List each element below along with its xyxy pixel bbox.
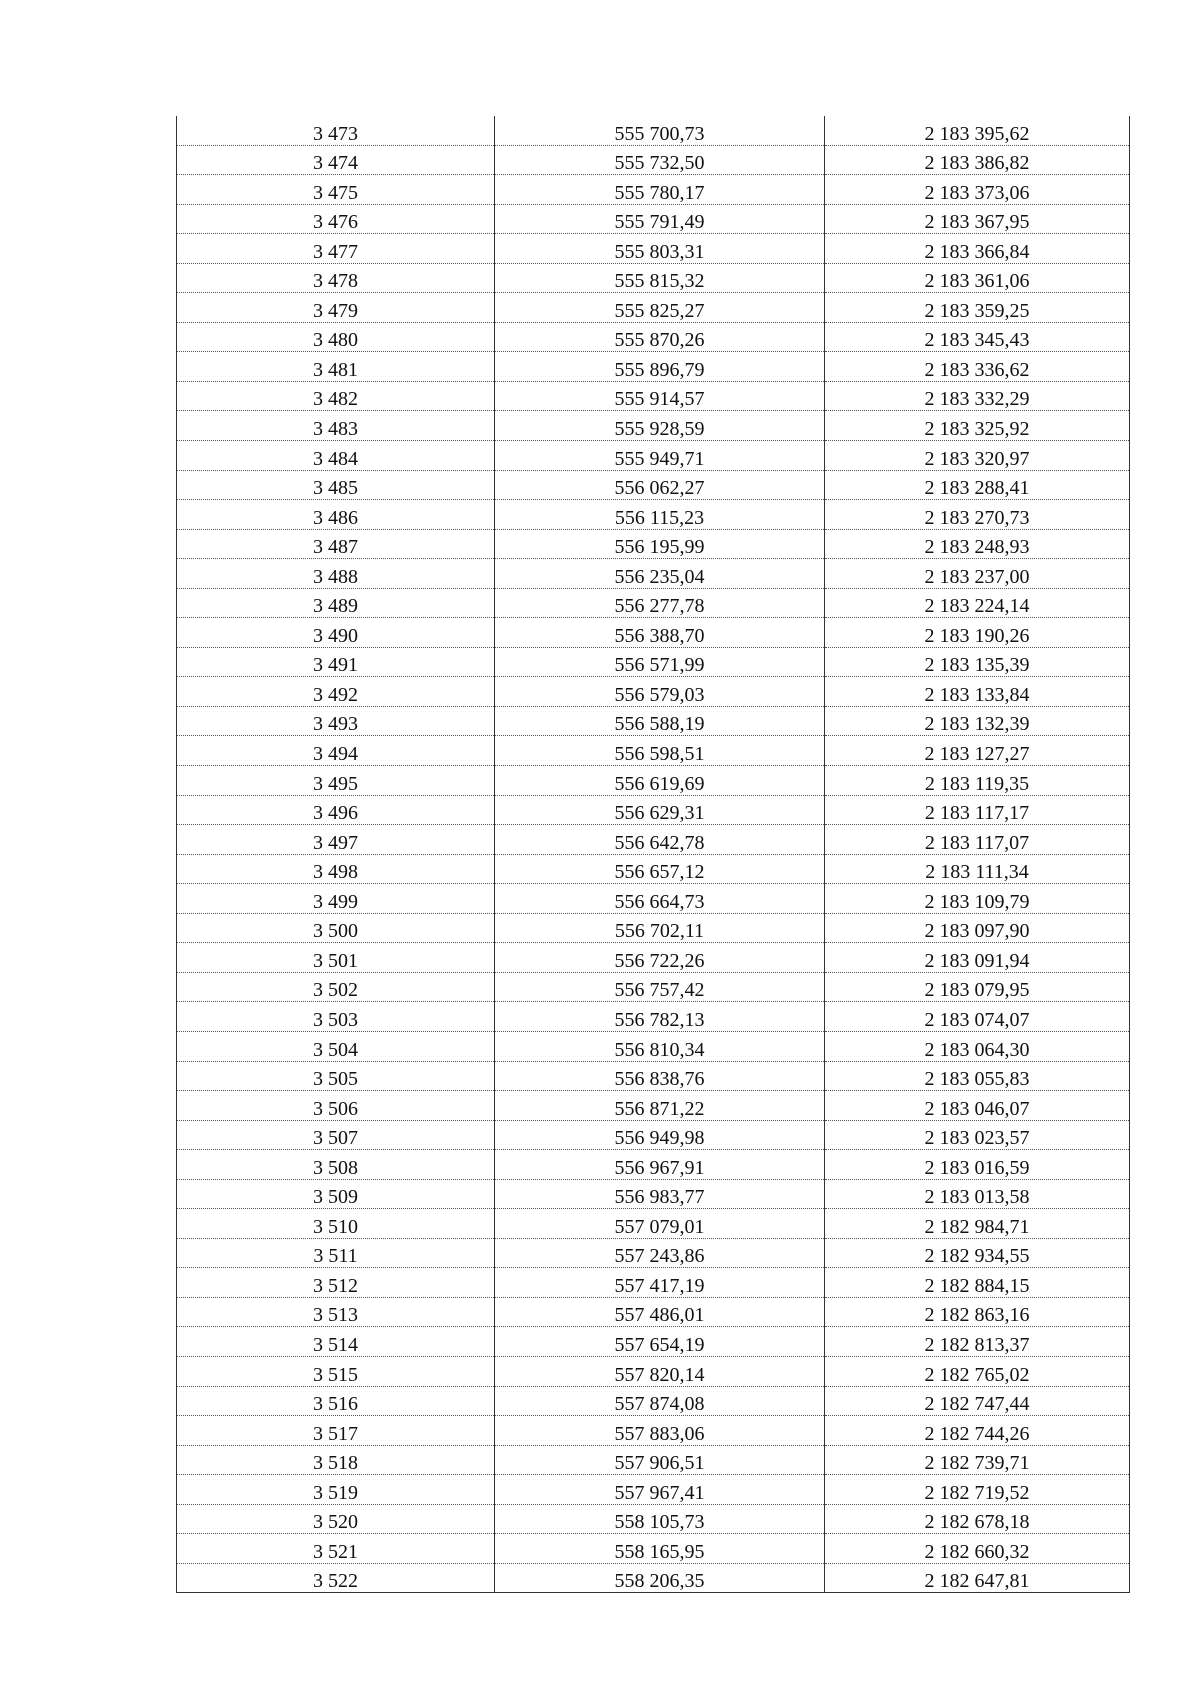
- y-coordinate-cell: 2 183 288,41: [825, 470, 1130, 500]
- table-row: [177, 352, 1130, 382]
- y-coordinate-cell: 2 183 224,14: [825, 588, 1130, 618]
- y-coordinate-cell: 2 183 079,95: [825, 972, 1130, 1002]
- point-number-cell: 3 492: [177, 677, 495, 707]
- point-number-cell: 3 518: [177, 1445, 495, 1475]
- y-coordinate-cell: 2 183 127,27: [825, 736, 1130, 766]
- y-coordinate-cell: 2 183 055,83: [825, 1061, 1130, 1091]
- point-number-cell: 3 483: [177, 411, 495, 441]
- x-coordinate-cell: 557 654,19: [495, 1327, 825, 1357]
- x-coordinate-cell: 556 702,11: [495, 913, 825, 943]
- x-coordinate-cell: 556 782,13: [495, 1002, 825, 1032]
- table-row: [177, 470, 1130, 500]
- table-row: [177, 175, 1130, 205]
- table-row: [177, 677, 1130, 707]
- table-row: [177, 1445, 1130, 1475]
- y-coordinate-cell: 2 183 366,84: [825, 234, 1130, 264]
- coordinates-table: [176, 116, 1130, 1593]
- point-number-cell: 3 481: [177, 352, 495, 382]
- table-row: [177, 1416, 1130, 1446]
- y-coordinate-cell: 2 183 336,62: [825, 352, 1130, 382]
- y-coordinate-cell: 2 182 739,71: [825, 1445, 1130, 1475]
- table-row: [177, 500, 1130, 530]
- y-coordinate-cell: 2 183 190,26: [825, 618, 1130, 648]
- y-coordinate-cell: 2 183 133,84: [825, 677, 1130, 707]
- point-number-cell: 3 508: [177, 1150, 495, 1180]
- point-number-cell: 3 486: [177, 500, 495, 530]
- x-coordinate-cell: 556 983,77: [495, 1179, 825, 1209]
- y-coordinate-cell: 2 183 386,82: [825, 145, 1130, 175]
- point-number-cell: 3 519: [177, 1475, 495, 1505]
- point-number-cell: 3 520: [177, 1504, 495, 1534]
- point-number-cell: 3 488: [177, 559, 495, 589]
- table-row: [177, 913, 1130, 943]
- point-number-cell: 3 498: [177, 854, 495, 884]
- table-row: [177, 1120, 1130, 1150]
- point-number-cell: 3 521: [177, 1534, 495, 1564]
- x-coordinate-cell: 556 810,34: [495, 1031, 825, 1061]
- point-number-cell: 3 515: [177, 1356, 495, 1386]
- point-number-cell: 3 489: [177, 588, 495, 618]
- x-coordinate-cell: 556 277,78: [495, 588, 825, 618]
- point-number-cell: 3 514: [177, 1327, 495, 1357]
- table-row: [177, 1297, 1130, 1327]
- point-number-cell: 3 484: [177, 441, 495, 471]
- y-coordinate-cell: 2 183 117,07: [825, 825, 1130, 855]
- y-coordinate-cell: 2 183 359,25: [825, 293, 1130, 323]
- x-coordinate-cell: 555 803,31: [495, 234, 825, 264]
- y-coordinate-cell: 2 182 984,71: [825, 1209, 1130, 1239]
- table-row: [177, 854, 1130, 884]
- table-row: [177, 204, 1130, 234]
- x-coordinate-cell: 556 571,99: [495, 647, 825, 677]
- x-coordinate-cell: 556 235,04: [495, 559, 825, 589]
- point-number-cell: 3 507: [177, 1120, 495, 1150]
- table-row: [177, 884, 1130, 914]
- x-coordinate-cell: 556 838,76: [495, 1061, 825, 1091]
- point-number-cell: 3 512: [177, 1268, 495, 1298]
- y-coordinate-cell: 2 183 097,90: [825, 913, 1130, 943]
- point-number-cell: 3 478: [177, 263, 495, 293]
- x-coordinate-cell: 556 629,31: [495, 795, 825, 825]
- x-coordinate-cell: 556 588,19: [495, 706, 825, 736]
- y-coordinate-cell: 2 183 325,92: [825, 411, 1130, 441]
- y-coordinate-cell: 2 182 884,15: [825, 1268, 1130, 1298]
- table-row: [177, 972, 1130, 1002]
- y-coordinate-cell: 2 183 367,95: [825, 204, 1130, 234]
- x-coordinate-cell: 555 815,32: [495, 263, 825, 293]
- point-number-cell: 3 496: [177, 795, 495, 825]
- point-number-cell: 3 513: [177, 1297, 495, 1327]
- x-coordinate-cell: 556 657,12: [495, 854, 825, 884]
- x-coordinate-cell: 556 722,26: [495, 943, 825, 973]
- x-coordinate-cell: 557 906,51: [495, 1445, 825, 1475]
- x-coordinate-cell: 556 871,22: [495, 1091, 825, 1121]
- table-row: [177, 1475, 1130, 1505]
- y-coordinate-cell: 2 183 064,30: [825, 1031, 1130, 1061]
- x-coordinate-cell: 555 700,73: [495, 116, 825, 145]
- y-coordinate-cell: 2 183 023,57: [825, 1120, 1130, 1150]
- table-row: [177, 411, 1130, 441]
- table-row: [177, 1504, 1130, 1534]
- point-number-cell: 3 474: [177, 145, 495, 175]
- y-coordinate-cell: 2 182 660,32: [825, 1534, 1130, 1564]
- x-coordinate-cell: 557 417,19: [495, 1268, 825, 1298]
- table-row: [177, 795, 1130, 825]
- table-row: [177, 1179, 1130, 1209]
- table-row: [177, 1150, 1130, 1180]
- x-coordinate-cell: 555 780,17: [495, 175, 825, 205]
- x-coordinate-cell: 557 243,86: [495, 1238, 825, 1268]
- x-coordinate-cell: 556 579,03: [495, 677, 825, 707]
- x-coordinate-cell: 557 874,08: [495, 1386, 825, 1416]
- table-row: [177, 706, 1130, 736]
- x-coordinate-cell: 555 870,26: [495, 322, 825, 352]
- table-row: [177, 588, 1130, 618]
- table-row: [177, 1534, 1130, 1564]
- point-number-cell: 3 476: [177, 204, 495, 234]
- x-coordinate-cell: 556 598,51: [495, 736, 825, 766]
- x-coordinate-cell: 556 757,42: [495, 972, 825, 1002]
- table-row: [177, 263, 1130, 293]
- x-coordinate-cell: 556 642,78: [495, 825, 825, 855]
- table-row: [177, 825, 1130, 855]
- table-row: [177, 1268, 1130, 1298]
- y-coordinate-cell: 2 183 091,94: [825, 943, 1130, 973]
- y-coordinate-cell: 2 183 109,79: [825, 884, 1130, 914]
- point-number-cell: 3 511: [177, 1238, 495, 1268]
- y-coordinate-cell: 2 183 074,07: [825, 1002, 1130, 1032]
- point-number-cell: 3 480: [177, 322, 495, 352]
- point-number-cell: 3 516: [177, 1386, 495, 1416]
- point-number-cell: 3 503: [177, 1002, 495, 1032]
- y-coordinate-cell: 2 183 270,73: [825, 500, 1130, 530]
- table-row: [177, 766, 1130, 796]
- point-number-cell: 3 490: [177, 618, 495, 648]
- table-row: [177, 234, 1130, 264]
- table-row: [177, 943, 1130, 973]
- x-coordinate-cell: 556 619,69: [495, 766, 825, 796]
- point-number-cell: 3 510: [177, 1209, 495, 1239]
- x-coordinate-cell: 555 825,27: [495, 293, 825, 323]
- coordinates-table-body: [177, 116, 1130, 1593]
- x-coordinate-cell: 557 967,41: [495, 1475, 825, 1505]
- y-coordinate-cell: 2 182 719,52: [825, 1475, 1130, 1505]
- table-row: [177, 1386, 1130, 1416]
- x-coordinate-cell: 557 079,01: [495, 1209, 825, 1239]
- x-coordinate-cell: 557 486,01: [495, 1297, 825, 1327]
- y-coordinate-cell: 2 182 647,81: [825, 1563, 1130, 1593]
- y-coordinate-cell: 2 183 332,29: [825, 381, 1130, 411]
- y-coordinate-cell: 2 182 744,26: [825, 1416, 1130, 1446]
- point-number-cell: 3 491: [177, 647, 495, 677]
- point-number-cell: 3 517: [177, 1416, 495, 1446]
- x-coordinate-cell: 557 820,14: [495, 1356, 825, 1386]
- point-number-cell: 3 485: [177, 470, 495, 500]
- table-row: [177, 1356, 1130, 1386]
- point-number-cell: 3 504: [177, 1031, 495, 1061]
- point-number-cell: 3 497: [177, 825, 495, 855]
- point-number-cell: 3 505: [177, 1061, 495, 1091]
- table-row: [177, 1061, 1130, 1091]
- point-number-cell: 3 522: [177, 1563, 495, 1593]
- y-coordinate-cell: 2 183 016,59: [825, 1150, 1130, 1180]
- table-row: [177, 736, 1130, 766]
- table-row: [177, 1209, 1130, 1239]
- point-number-cell: 3 477: [177, 234, 495, 264]
- point-number-cell: 3 487: [177, 529, 495, 559]
- x-coordinate-cell: 556 062,27: [495, 470, 825, 500]
- y-coordinate-cell: 2 183 013,58: [825, 1179, 1130, 1209]
- table-row: [177, 1091, 1130, 1121]
- point-number-cell: 3 495: [177, 766, 495, 796]
- y-coordinate-cell: 2 182 747,44: [825, 1386, 1130, 1416]
- x-coordinate-cell: 556 115,23: [495, 500, 825, 530]
- table-row: [177, 618, 1130, 648]
- point-number-cell: 3 509: [177, 1179, 495, 1209]
- y-coordinate-cell: 2 183 361,06: [825, 263, 1130, 293]
- table-row: [177, 1327, 1130, 1357]
- table-row: [177, 1563, 1130, 1593]
- x-coordinate-cell: 558 165,95: [495, 1534, 825, 1564]
- x-coordinate-cell: 556 664,73: [495, 884, 825, 914]
- y-coordinate-cell: 2 182 934,55: [825, 1238, 1130, 1268]
- x-coordinate-cell: 558 105,73: [495, 1504, 825, 1534]
- x-coordinate-cell: 555 914,57: [495, 381, 825, 411]
- table-row: [177, 116, 1130, 145]
- table-row: [177, 293, 1130, 323]
- point-number-cell: 3 479: [177, 293, 495, 323]
- table-row: [177, 1238, 1130, 1268]
- table-row: [177, 1031, 1130, 1061]
- x-coordinate-cell: 555 791,49: [495, 204, 825, 234]
- table-row: [177, 441, 1130, 471]
- point-number-cell: 3 502: [177, 972, 495, 1002]
- y-coordinate-cell: 2 183 111,34: [825, 854, 1130, 884]
- x-coordinate-cell: 556 967,91: [495, 1150, 825, 1180]
- point-number-cell: 3 482: [177, 381, 495, 411]
- y-coordinate-cell: 2 183 135,39: [825, 647, 1130, 677]
- y-coordinate-cell: 2 182 863,16: [825, 1297, 1130, 1327]
- y-coordinate-cell: 2 182 678,18: [825, 1504, 1130, 1534]
- y-coordinate-cell: 2 183 046,07: [825, 1091, 1130, 1121]
- table-row: [177, 647, 1130, 677]
- x-coordinate-cell: 555 949,71: [495, 441, 825, 471]
- y-coordinate-cell: 2 183 117,17: [825, 795, 1130, 825]
- y-coordinate-cell: 2 183 119,35: [825, 766, 1130, 796]
- point-number-cell: 3 493: [177, 706, 495, 736]
- x-coordinate-cell: 556 195,99: [495, 529, 825, 559]
- y-coordinate-cell: 2 182 765,02: [825, 1356, 1130, 1386]
- point-number-cell: 3 475: [177, 175, 495, 205]
- point-number-cell: 3 499: [177, 884, 495, 914]
- x-coordinate-cell: 557 883,06: [495, 1416, 825, 1446]
- x-coordinate-cell: 556 949,98: [495, 1120, 825, 1150]
- x-coordinate-cell: 555 732,50: [495, 145, 825, 175]
- table-row: [177, 1002, 1130, 1032]
- x-coordinate-cell: 555 928,59: [495, 411, 825, 441]
- table-row: [177, 145, 1130, 175]
- y-coordinate-cell: 2 183 345,43: [825, 322, 1130, 352]
- x-coordinate-cell: 558 206,35: [495, 1563, 825, 1593]
- table-row: [177, 322, 1130, 352]
- point-number-cell: 3 501: [177, 943, 495, 973]
- table-row: [177, 381, 1130, 411]
- point-number-cell: 3 494: [177, 736, 495, 766]
- point-number-cell: 3 473: [177, 116, 495, 145]
- y-coordinate-cell: 2 182 813,37: [825, 1327, 1130, 1357]
- y-coordinate-cell: 2 183 237,00: [825, 559, 1130, 589]
- y-coordinate-cell: 2 183 320,97: [825, 441, 1130, 471]
- y-coordinate-cell: 2 183 373,06: [825, 175, 1130, 205]
- x-coordinate-cell: 556 388,70: [495, 618, 825, 648]
- point-number-cell: 3 500: [177, 913, 495, 943]
- x-coordinate-cell: 555 896,79: [495, 352, 825, 382]
- table-row: [177, 529, 1130, 559]
- table-row: [177, 559, 1130, 589]
- y-coordinate-cell: 2 183 248,93: [825, 529, 1130, 559]
- point-number-cell: 3 506: [177, 1091, 495, 1121]
- y-coordinate-cell: 2 183 395,62: [825, 116, 1130, 145]
- y-coordinate-cell: 2 183 132,39: [825, 706, 1130, 736]
